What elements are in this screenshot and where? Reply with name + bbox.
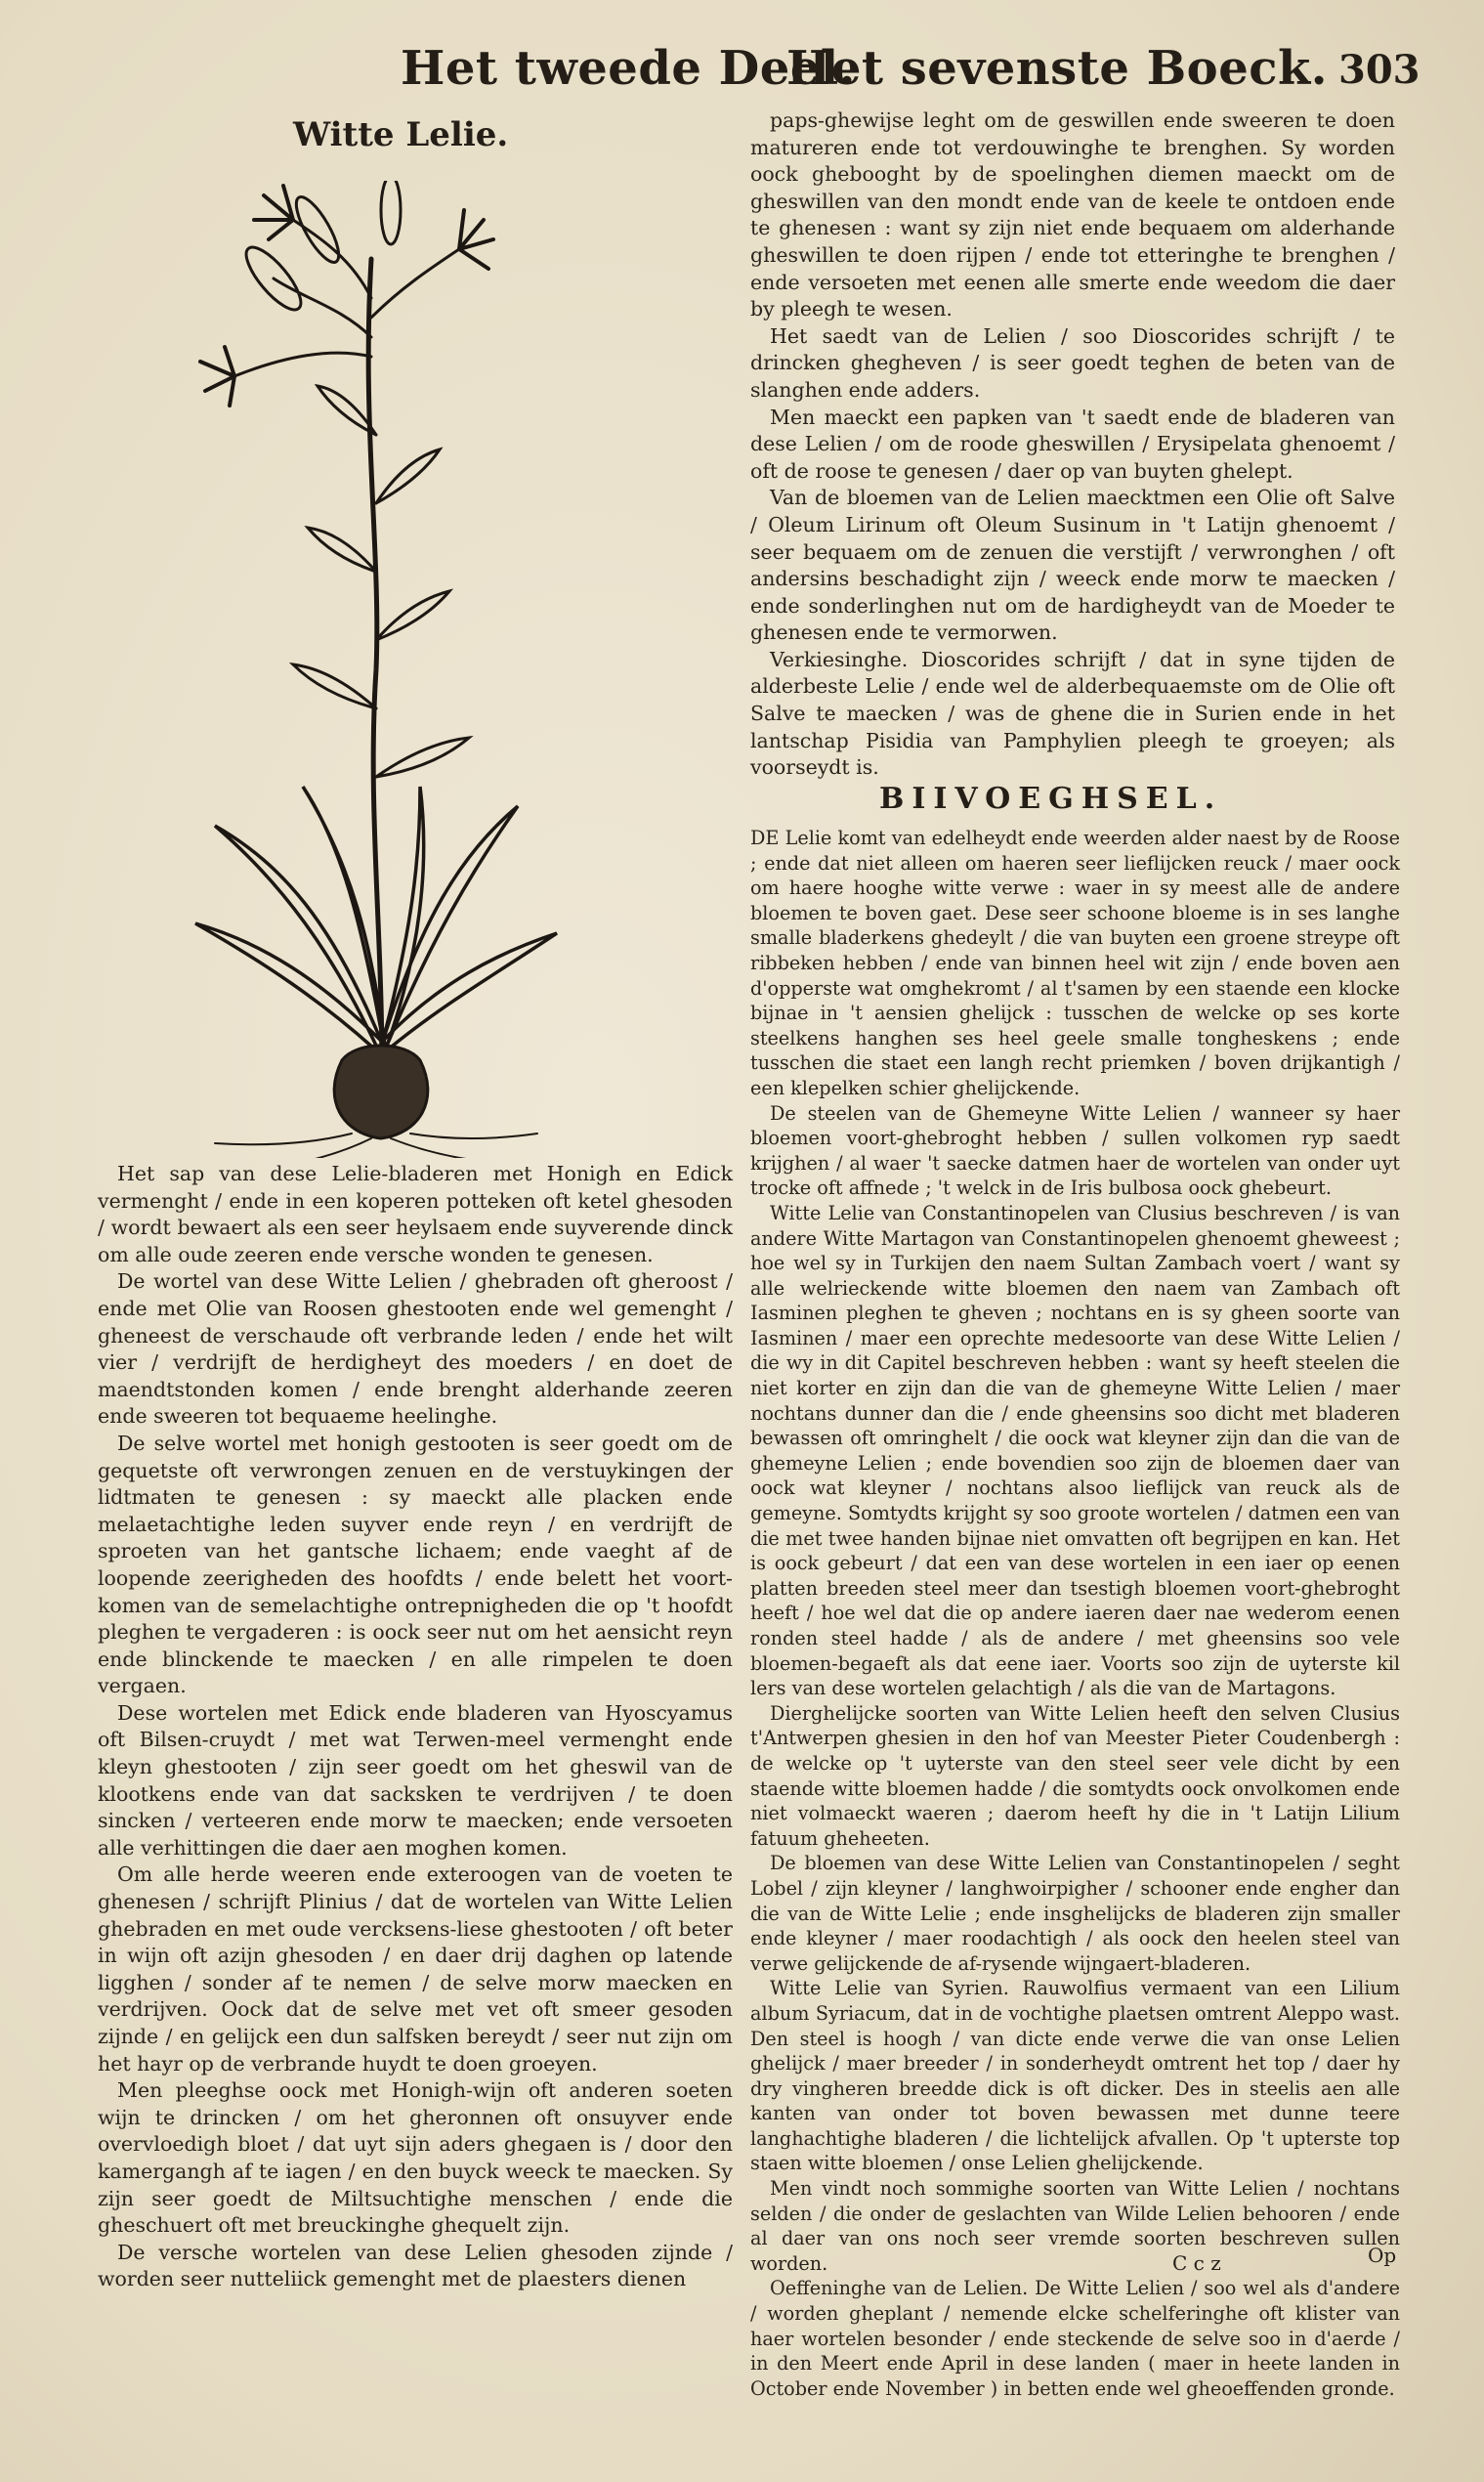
paragraph: DE Lelie komt van edelheydt ende weerden alder naest by de Roose ; ende dat niet alleen om haeren seer lieflijcken reuck / maer oock om haere hooghe witte verwe : waer in sy meest alle de andere bloemen te boven gaet. Dese seer schoone bloeme is in ses langhe smalle bladerkens ghedeylt / die van buyten een groene streype oft ribbeken hebben / ende van binnen heel wit zijn / ende boven aen d'opperste wat omghekromt / al t'samen by een staende een klocke bijnae in 't aensien ghelijck : tusschen de welcke op ses korte steelkens hanghen ses heel geele smalle tongheskens ; ende tusschen die staet een langh recht priemken / boven drijkantigh / een klepelken schier ghelijckende. bbox=[750, 827, 1400, 1099]
paragraph: Verkiesinghe. Dioscorides schrijft / dat in syne tijden de alderbeste Lelie / ende wel de alderbequaemste om de Olie oft Salve te maecken / was de ghene die in Surien ende in het lantschap Pisidia van Pamphylien pleegh te groeyen; als voorseydt is. bbox=[750, 647, 1395, 780]
running-head-right: Het sevenste Boeck. bbox=[786, 41, 1328, 96]
paragraph: Oeffeninghe van de Lelien. De Witte Lelien / soo wel als d'andere / worden gheplant / nemende elcke schelferinghe oft klister van haer wortelen besonder / ende steckende de selve soo in d'aerde / in den Meert ende April in dese landen ( maer in heete landen in October ende November ) in betten ende wel gheoeffenden gronde. bbox=[750, 2277, 1400, 2400]
paragraph: Men maeckt een papken van 't saedt ende de bladeren van dese Lelien / om de roode gheswillen / Erysipelata ghenoemt / oft de roose te genesen / daer op van buyten ghelept. bbox=[750, 405, 1395, 483]
left-column-text bbox=[98, 1161, 733, 2293]
plant-heading: Witte Lelie. bbox=[293, 115, 509, 154]
paragraph: De versche wortelen van dese Lelien ghesoden zijnde / worden seer nutteliick gemenght met de plaesters dienen bbox=[98, 2240, 733, 2291]
paragraph: De selve wortel met honigh gestooten is seer goedt om de gequetste oft verwrongen zenuen en de verstuykingen der lidtmaten te genesen : sy maeckt alle placken ende melaetachtighe leden suyver ende reyn / en verdrijft de sproeten van het gantsche lichaem; ende vaeght af de loopende zeerigheden des hoofdts / ende belett het voort-komen van de semelachtighe ontrepnigheden die op 't hoofdt pleghen te vergaderen : is oock seer nut om het aensicht reyn ende blinckende te maecken / en alle rimpelen te doen vergaen. bbox=[98, 1431, 733, 1698]
paragraph: De wortel van dese Witte Lelien / ghebraden oft gheroost / ende met Olie van Roosen ghestooten ende wel gemenght / gheneest de verschaude oft verbrande leden / ende het wilt vier / verdrijft de herdigheyt des moeders / en doet de maendtstonden komen / ende brenght alderhande zeeren ende sweeren tot bequaeme heelinghe. bbox=[98, 1269, 733, 1429]
signature-mark: C c z bbox=[1172, 2251, 1221, 2275]
paragraph: Dierghelijcke soorten van Witte Lelien heeft den selven Clusius t'Antwerpen ghesien in den hof van Meester Pieter Coudenbergh : de welcke op 't uyterste van den steel seer vele dicht by een staende witte bloemen hadde / die somtydts oock onvolkomen ende niet volmaeckt waeren ; daerom heeft hy die in 't Latijn Lilium fatuum gheheeten. bbox=[750, 1701, 1400, 1850]
addendum-text bbox=[750, 826, 1400, 2401]
right-column-text bbox=[750, 107, 1395, 782]
paragraph: Men pleeghse oock met Honigh-wijn oft anderen soeten wijn te drincken / om het gheronnen oft onsuyver ende overvloedigh bloet / dat uyt sijn aders ghegaen is / door den kamergangh af te iagen / en den buyck weeck te maecken. Sy zijn seer goedt de Miltsuchtighe menschen / ende die gheschuert oft met breuckinghe ghequelt zijn. bbox=[98, 2078, 733, 2238]
white-lily-woodcut bbox=[176, 181, 567, 1158]
page-number: 303 bbox=[1338, 47, 1420, 93]
running-head-left: Het tweede Deel. bbox=[401, 41, 856, 96]
paragraph: De bloemen van dese Witte Lelien van Constantinopelen / seght Lobel / zijn kleyner / langhwoirpigher / schooner ende engher dan die van de Witte Lelie ; ende insghelijcks de bladeren zijn smaller ende kleyner / maer roodachtigh / als oock den heelen steel van verwe gelijckende de af-rysende wijngaert-bladeren. bbox=[750, 1852, 1400, 1975]
paragraph: Het sap van dese Lelie-bladeren met Honigh en Edick vermenght / ende in een koperen potteken oft ketel ghesoden / wordt bewaert als een seer heylsaem ende suyverende dinck om alle oude zeeren ende versche wonden te genesen. bbox=[98, 1162, 733, 1266]
paragraph: De steelen van de Ghemeyne Witte Lelien / wanneer sy haer bloemen voort-ghebroght hebben / sullen volkomen ryp saedt krijghen / al waer 't saecke datmen haer de wortelen van onder uyt trocke oft affnede ; 't welck in de Iris bulbosa oock ghebeurt. bbox=[750, 1101, 1400, 1200]
paragraph: Om alle herde weeren ende exteroogen van de voeten te ghenesen / schrijft Plinius / dat de wortelen van Witte Lelien ghebraden en met oude vercksens-liese ghestooten / oft beter in wijn oft azijn ghesoden / en daer drij daghen op latende ligghen / sonder af te nemen / de selve morw maecken en verdrijven. Oock dat de selve met vet oft smeer gesoden zijnde / en gelijck een dun salfsken bereydt / seer nut zijn om het hayr op de verbrande huydt te doen groeyen. bbox=[98, 1862, 733, 2075]
addendum-title: BIIVOEGHSEL. bbox=[879, 782, 1223, 816]
paragraph: Dese wortelen met Edick ende bladeren van Hyoscyamus oft Bilsen-cruydt / met wat Terwen-meel vermenght ende kleyn ghestooten / zijn seer goedt om het gheswil van de klootkens ende van dat sacksken te verdrijven / te doen sincken / verteeren ende morw te maecken; ende versoeten alle verhittingen die daer aen moghen komen. bbox=[98, 1700, 733, 1860]
paragraph: Het saedt van de Lelien / soo Dioscorides schrijft / te drincken ghegheven / is seer goedt teghen de beten van de slanghen ende adders. bbox=[750, 323, 1395, 402]
paragraph: paps-ghewijse leght om de geswillen ende sweeren te doen matureren ende tot verdouwinghe te brenghen. Sy worden oock ghebooght by de spoelinghen diemen maeckt om de gheswillen van den mondt ende van de keele te ontdoen ende te ghenesen : want sy zijn niet ende bequaem om alderhande gheswillen te doen rijpen / ende tot etteringhe te brenghen / ende versoeten met eenen alle smerte ende weedom die daer by pleegh te wesen. bbox=[750, 108, 1395, 321]
paragraph: Van de bloemen van de Lelien maecktmen een Olie oft Salve / Oleum Lirinum oft Oleum Susinum in 't Latijn ghenoemt / seer bequaem om de zenuen die verstijft / verwronghen / oft andersins beschadight zijn / weeck ende morw te maecken / ende sonderlinghen nut om de hardigheydt van de Moeder te ghenesen ende te vermorwen. bbox=[750, 486, 1395, 645]
paragraph: Men vindt noch sommighe soorten van Witte Lelien / nochtans selden / die onder de geslachten van Wilde Lelien behooren / ende al daer van ons noch seer vremde soorten beschreven sullen worden. bbox=[750, 2177, 1400, 2275]
paragraph: Witte Lelie van Constantinopelen van Clusius beschreven / is van andere Witte Martagon van Constantinopelen ghenoemt gheweest ; hoe wel sy in Turkijen den naem Sultan Zambach voert / want sy alle welrieckende witte bloemen den naem van Zambach oft Iasminen pleghen te gheven ; nochtans en is sy gheen soorte van Iasminen / maer een oprechte medesoorte van dese Witte Lelien / die wy in dit Capitel beschreven hebben : want sy heeft steelen die niet korter en zijn dan die van de ghemeyne Witte Lelien / maer nochtans dunner dan die / ende gheensins soo dicht met bladeren bewassen oft omringhelt / die oock wat kleyner zijn dan die van de ghemeyne Lelien ; ende bovendien soo zijn de bloemen daer van oock wat kleyner / nochtans alsoo lieflijck van reuck als de gemeyne. Somtydts krijght sy soo groote wortelen / datmen een van die met twee handen bijnae niet omvatten oft begrijpen en kan. Het is oock gebeurt / dat een van dese wortelen in een iaer op eenen platten breeden steel meer dan tsestigh bloemen voort-ghebroght heeft / hoe wel dat die op andere iaeren daer nae wederom eenen ronden steel hadde / als de andere / met gheensins soo vele bloemen-begaeft als dat eene iaer. Voorts soo zijn de uyterste kil lers van dese wortelen gelachtigh / als die van de Martagons. bbox=[750, 1201, 1400, 1700]
paragraph: Witte Lelie van Syrien. Rauwolfius vermaent van een Lilium album Syriacum, dat in de vochtighe plaetsen omtrent Aleppo wast. Den steel is hoogh / van dicte ende verwe die van onse Lelien ghelijck / maer breeder / in sonderheydt omtrent het top / daer hy dry vingheren breedde dick is oft dicker. Des in steelis aen alle kanten van onder tot boven bewassen met dunne teere langhachtighe bladeren / die lichtelijck afvallen. Op 't upterste top staen witte bloemen / onse Lelien ghelijckende. bbox=[750, 1977, 1400, 2175]
catchword: Op bbox=[1368, 2244, 1397, 2267]
